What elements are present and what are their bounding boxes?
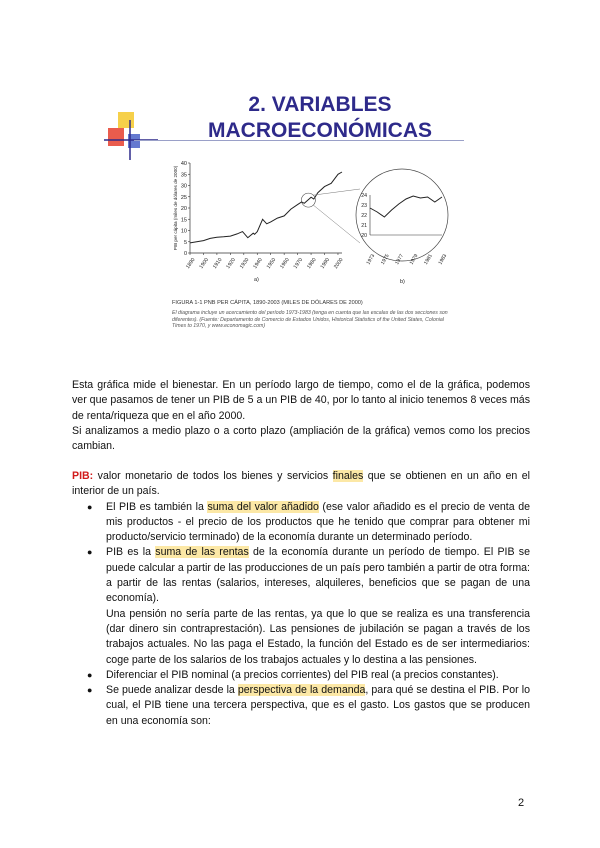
x-tick-label-main: 2000 — [333, 257, 345, 271]
bullet4-text-a: Se puede analizar desde la — [106, 684, 238, 697]
x-tick-label-inset: 1983 — [437, 253, 449, 266]
highlight-suma-valor-anadido: suma del valor añadido — [207, 500, 319, 513]
page-title-line2: MACROECONÓMICAS — [208, 119, 432, 142]
pib-def-text-b: que se obtienen en un año en el interior de un país. — [72, 470, 530, 498]
y-axis-label-main: PIB per cápita (miles de dólares de 2000) — [173, 165, 178, 251]
figure-caption-body: El diagrama incluye un acercamiento del período 1973-1983 (tenga en cuenta que las escalas de las dos secciones son diferentes). (Fuente: Departamento de Comercio de Estados Unidos, Historical Statistics of the United States, Colonial Times to 1970, y www.economagic.com) — [172, 310, 448, 330]
bullet4-text-b: , para qué se destina el PIB. Por lo cual, el PIB tiene una tercera perspectiva, que es el gasto. Los gastos que se producen en una economía son: — [106, 684, 530, 727]
list-item — [72, 668, 530, 683]
figure-caption-title: FIGURA 1-1 PNB PER CÁPITA, 1890-2003 (MILES DE DÓLARES DE 2000) — [172, 300, 363, 306]
zoom-connector-bottom — [313, 205, 360, 243]
y-tick-label-main: 25 — [180, 194, 187, 201]
pib-label: PIB: — [72, 470, 94, 482]
x-tick-label-main: 1910 — [211, 257, 224, 271]
bullet3-text: Diferenciar el PIB nominal (a precios corrientes) del PIB real (a precios constantes). — [106, 668, 499, 681]
x-tick-label-inset: 1973 — [365, 253, 377, 266]
y-tick-label-inset: 20 — [361, 233, 367, 239]
x-tick-label-main: 1930 — [238, 257, 251, 271]
x-tick-label-main: 1960 — [279, 257, 291, 271]
x-tick-label-main: 1900 — [198, 257, 211, 271]
y-tick-label-inset: 24 — [361, 193, 367, 199]
panel-label-b: b) — [400, 279, 405, 285]
pib-section — [72, 469, 530, 729]
y-tick-label-main: 5 — [183, 239, 187, 246]
highlight-perspectiva-demanda: perspectiva de la demanda — [237, 684, 366, 697]
x-tick-label-main: 1890 — [185, 257, 197, 271]
bullet2-text-c: Una pensión no sería parte de las rentas, ya que lo que se realiza es una transferencia (dar dinero sin contraprestación). Las pensiones de jubilación se pagan a través de los trabajos actuales. No las paga el Estado, la función del Estado es de ser intermediarios: coge parte de los salarios de los trabajos actuales y lo destina a las pensiones. — [106, 607, 530, 666]
series-line-inset — [370, 196, 442, 217]
y-tick-label-main: 20 — [180, 206, 187, 212]
y-tick-label-main: 0 — [183, 251, 187, 257]
bullet1-text-b: (ese valor añadido es el precio de venta de mis productos - el precio de los productos que he tenido que comprar para obtener mi producto/servicio terminado) de la economía durante un determinado período. — [106, 500, 530, 544]
series-line-main — [190, 172, 342, 243]
x-tick-label-main: 1920 — [225, 257, 237, 271]
x-tick-label-main: 1980 — [306, 257, 318, 271]
page-title-line1: 2. VARIABLES — [248, 93, 392, 116]
y-tick-label-main: 30 — [180, 183, 187, 190]
highlight-finales: finales — [332, 470, 364, 482]
x-tick-label-inset: 1977 — [394, 253, 406, 266]
list-item — [72, 683, 530, 729]
y-tick-label-inset: 21 — [361, 223, 367, 229]
x-tick-label-inset: 1975 — [379, 253, 391, 266]
figure-pib-per-capita — [172, 155, 458, 351]
bullet1-text-a: El PIB es también la — [106, 500, 208, 513]
list-item — [72, 545, 530, 667]
pib-bullet-list — [72, 500, 530, 729]
pib-def-text-a: valor monetario de todos los bienes y servicios — [93, 470, 333, 482]
panel-label-a: a) — [254, 277, 259, 283]
page-number: 2 — [518, 797, 525, 809]
paragraph-plazo: Si analizamos a medio plazo o a corto plazo (ampliación de la gráfica) vemos como los precios cambian. — [72, 424, 530, 453]
y-tick-label-inset: 22 — [361, 213, 367, 219]
y-tick-label-main: 35 — [180, 172, 187, 179]
y-tick-label-inset: 23 — [361, 203, 367, 209]
intro-paragraphs — [72, 378, 530, 454]
list-item — [72, 500, 530, 546]
x-tick-label-main: 1970 — [292, 257, 305, 271]
x-tick-label-inset: 1979 — [408, 253, 420, 266]
bullet2-text-a: PIB es la — [106, 546, 156, 559]
x-tick-label-inset: 1981 — [423, 253, 434, 266]
pib-definition — [72, 469, 530, 500]
x-tick-label-main: 1990 — [319, 257, 332, 271]
highlight-suma-rentas: suma de las rentas — [155, 546, 249, 559]
x-tick-label-main: 1950 — [265, 257, 278, 271]
y-tick-label-main: 40 — [180, 161, 187, 167]
y-tick-label-main: 15 — [180, 217, 187, 224]
paragraph-bienestar: Esta gráfica mide el bienestar. En un período largo de tiempo, como el de la gráfica, podemos ver que pasamos de tener un PIB de 5 a un PIB de 40, por lo tanto al inicio tenemos 8 veces más de renta/riqueza que en el año 2000. — [72, 379, 530, 422]
y-tick-label-main: 10 — [180, 228, 187, 235]
bullet2-text-b: de la economía durante un período de tiempo. El PIB se puede calcular a partir de las producciones de un país pero también a partir de otra forma: a partir de las rentas (salarios, intereses, alquileres, beneficios que se pagan de una economía). — [106, 546, 530, 605]
x-tick-label-main: 1940 — [252, 257, 264, 271]
